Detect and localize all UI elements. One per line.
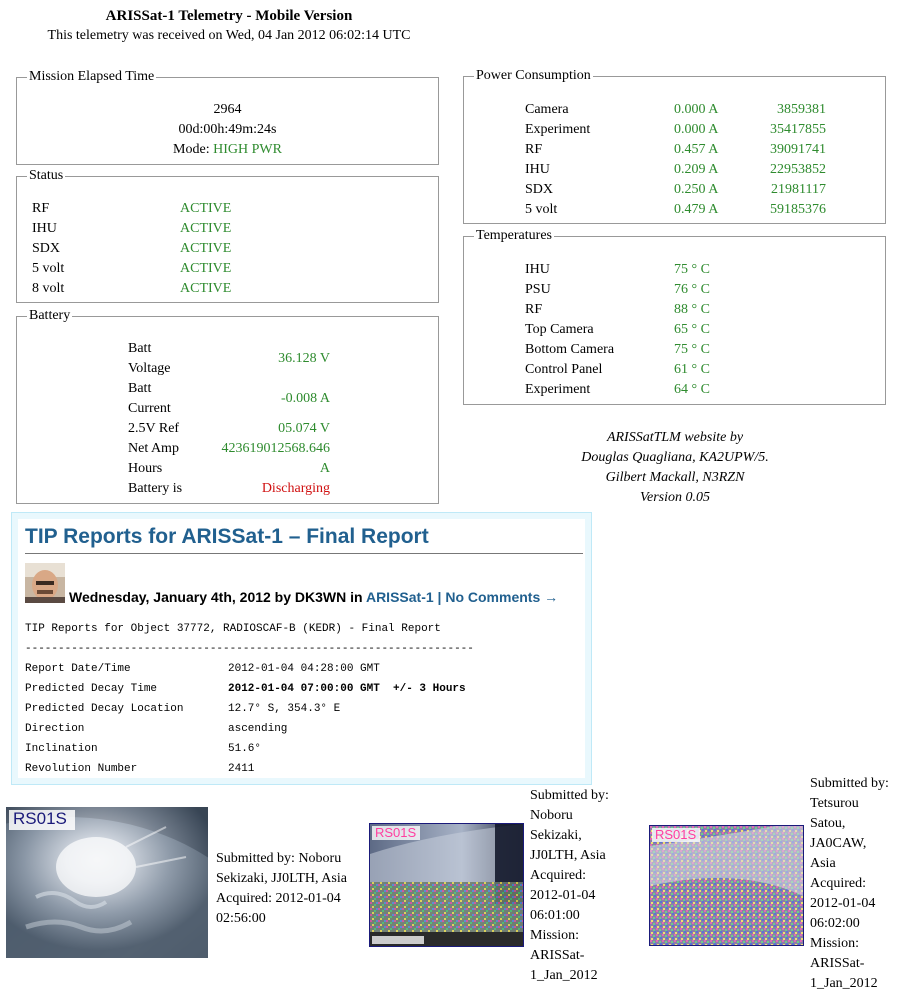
power-count: 39091741 xyxy=(770,142,826,157)
power-label: RF xyxy=(525,142,543,157)
caption-line: 06:02:00 xyxy=(810,916,860,931)
tip-report-body xyxy=(18,519,585,778)
caption-line: Acquired: xyxy=(810,876,866,891)
power-label: Experiment xyxy=(525,122,591,137)
netamp-value: 423619012568.646 xyxy=(221,441,330,456)
report-row-label: Report Date/Time xyxy=(25,663,131,675)
credits-line: Gilbert Mackall, N3RZN xyxy=(605,470,745,485)
caption-line: JA0CAW, xyxy=(810,836,867,851)
mission-elapsed-panel xyxy=(16,70,439,165)
report-dashes: -------------------------------------------------------------------- xyxy=(25,643,474,655)
tip-report-post xyxy=(11,512,592,785)
report-row-value: 2012-01-04 07:00:00 GMT +/- 3 Hours xyxy=(228,683,466,695)
meta-separator: | xyxy=(437,589,442,605)
battery-panel xyxy=(16,309,439,504)
temp-value: 61 ° C xyxy=(674,362,710,377)
power-amps: 0.000 A xyxy=(674,102,719,117)
temp-label: Control Panel xyxy=(525,362,603,377)
temp-value: 65 ° C xyxy=(674,322,710,337)
status-value: ACTIVE xyxy=(180,241,232,256)
temp-label: Top Camera xyxy=(525,322,594,337)
power-legend: Power Consumption xyxy=(476,68,591,83)
status-label: 8 volt xyxy=(32,281,65,296)
status-label: RF xyxy=(32,201,50,216)
post-meta xyxy=(69,589,558,605)
power-count: 21981117 xyxy=(771,182,826,197)
caption-line: Asia xyxy=(810,856,836,871)
temp-label: Bottom Camera xyxy=(525,342,615,357)
power-label: SDX xyxy=(525,182,554,197)
report-row-value: 12.7° S, 354.3° E xyxy=(228,703,341,715)
mission-count: 2964 xyxy=(213,102,242,117)
temp-value: 76 ° C xyxy=(674,282,710,297)
caption-line: Mission: xyxy=(810,936,860,951)
image-2-caption xyxy=(530,786,609,986)
ref-label: 2.5V Ref xyxy=(128,421,180,436)
batt-voltage-label: Batt xyxy=(128,341,152,356)
report-row-label: Inclination xyxy=(25,743,98,755)
power-count: 59185376 xyxy=(770,202,826,217)
status-value: ACTIVE xyxy=(180,261,232,276)
post-title-link[interactable]: TIP Reports for ARISSat-1 – Final Report xyxy=(25,525,429,548)
hours-label: Hours xyxy=(128,461,163,476)
credits-line: ARISSatTLM website by xyxy=(606,430,744,445)
caption-line: Sekizaki, xyxy=(530,828,582,843)
netamp-label: Net Amp xyxy=(128,441,179,456)
temp-label: IHU xyxy=(525,262,550,277)
power-label: 5 volt xyxy=(525,202,558,217)
caption-line: Noboru xyxy=(530,808,573,823)
battery-legend: Battery xyxy=(29,308,71,323)
status-panel xyxy=(16,169,439,303)
caption-line: Satou, xyxy=(810,816,846,831)
battery-state-value: Discharging xyxy=(261,481,330,496)
power-label: Camera xyxy=(525,102,569,117)
mode-value: HIGH PWR xyxy=(213,142,282,157)
page-title: ARISSat-1 Telemetry - Mobile Version xyxy=(105,8,353,24)
temp-value: 75 ° C xyxy=(674,342,710,357)
caption-line: Submitted by: xyxy=(810,776,889,791)
image-1-caption xyxy=(216,849,347,929)
report-row-label: Predicted Decay Location xyxy=(25,703,184,715)
caption-line: ARISSat- xyxy=(530,948,585,963)
caption-line: 06:01:00 xyxy=(530,908,580,923)
battery-state-label: Battery is xyxy=(128,481,183,496)
status-label: IHU xyxy=(32,221,57,236)
status-label: SDX xyxy=(32,241,61,256)
report-row-value: 2411 xyxy=(228,763,255,775)
post-date-author: Wednesday, January 4th, 2012 by DK3WN in xyxy=(69,589,363,605)
power-amps: 0.000 A xyxy=(674,122,719,137)
status-value: ACTIVE xyxy=(180,221,232,236)
image-3-caption xyxy=(810,774,889,994)
sstv-image-3[interactable] xyxy=(649,825,804,946)
mission-elapsed: 00d:00h:49m:24s xyxy=(178,122,277,137)
caption-line: Tetsurou xyxy=(810,796,859,811)
sstv-image-2[interactable] xyxy=(369,823,524,947)
power-count: 22953852 xyxy=(770,162,826,177)
temperatures-legend: Temperatures xyxy=(476,228,552,243)
power-label: IHU xyxy=(525,162,550,177)
status-value: ACTIVE xyxy=(180,201,232,216)
caption-line: 02:56:00 xyxy=(216,911,266,926)
version-text: Version 0.05 xyxy=(640,490,710,505)
caption-line: 1_Jan_2012 xyxy=(530,968,598,983)
image-overlay-label: RS01S xyxy=(655,827,697,842)
batt-current-label: Current xyxy=(128,401,171,416)
caption-line: 2012-01-04 xyxy=(530,888,596,903)
mode-label: Mode: xyxy=(173,142,210,157)
temp-value: 64 ° C xyxy=(674,382,710,397)
temp-label: Experiment xyxy=(525,382,591,397)
report-header: TIP Reports for Object 37772, RADIOSCAF-B (KEDR) - Final Report xyxy=(25,623,441,635)
report-row-value: 51.6° xyxy=(228,743,262,755)
temp-value: 75 ° C xyxy=(674,262,710,277)
caption-line: 1_Jan_2012 xyxy=(810,976,878,991)
caption-line: Mission: xyxy=(530,928,580,943)
temp-value: 88 ° C xyxy=(674,302,710,317)
caption-line: ARISSat- xyxy=(810,956,865,971)
caption-line: 2012-01-04 xyxy=(810,896,876,911)
power-amps: 0.479 A xyxy=(674,202,719,217)
power-count: 35417855 xyxy=(770,122,826,137)
report-row-label: Revolution Number xyxy=(25,763,138,775)
caption-line: Acquired: xyxy=(530,868,586,883)
power-amps: 0.457 A xyxy=(674,142,719,157)
temperatures-panel xyxy=(463,229,886,405)
caption-line: Sekizaki, JJ0LTH, Asia xyxy=(216,871,347,886)
report-row-value: 2012-01-04 04:28:00 GMT xyxy=(228,663,380,675)
temp-label: RF xyxy=(525,302,543,317)
batt-current-value: -0.008 A xyxy=(281,391,330,406)
caption-line: Acquired: 2012-01-04 xyxy=(216,891,341,906)
credits-line: Douglas Quagliana, KA2UPW/5. xyxy=(581,450,769,465)
temp-label: PSU xyxy=(525,282,551,297)
caption-line: Submitted by: xyxy=(530,788,609,803)
batt-current-label: Batt xyxy=(128,381,152,396)
batt-voltage-label: Voltage xyxy=(128,361,171,376)
sstv-image-1[interactable] xyxy=(6,807,208,958)
power-amps: 0.209 A xyxy=(674,162,719,177)
mission-mode xyxy=(17,140,438,160)
status-value: ACTIVE xyxy=(180,281,232,296)
report-row-label: Direction xyxy=(25,723,85,735)
status-label: 5 volt xyxy=(32,261,65,276)
report-row-value: ascending xyxy=(228,723,288,735)
batt-voltage-value: 36.128 V xyxy=(278,351,330,366)
title-divider xyxy=(25,553,583,554)
image-overlay-label: RS01S xyxy=(13,809,67,828)
received-timestamp: This telemetry was received on Wed, 04 Jan 2012 06:02:14 UTC xyxy=(47,28,411,43)
report-row-label: Predicted Decay Time xyxy=(25,683,158,695)
credits xyxy=(560,428,790,508)
caption-line: Submitted by: Noboru xyxy=(216,851,342,866)
status-legend: Status xyxy=(29,168,64,183)
power-count: 3859381 xyxy=(777,102,826,117)
ref-value: 05.074 V xyxy=(278,421,330,436)
comments-link[interactable]: No Comments → xyxy=(445,589,559,605)
author-avatar xyxy=(25,563,65,603)
mission-legend: Mission Elapsed Time xyxy=(29,69,155,84)
power-amps: 0.250 A xyxy=(674,182,719,197)
image-overlay-label: RS01S xyxy=(375,825,417,840)
hours-value: A xyxy=(319,461,330,476)
power-consumption-panel xyxy=(463,69,886,224)
category-link[interactable]: ARISSat-1 xyxy=(365,589,434,605)
caption-line: JJ0LTH, Asia xyxy=(530,848,606,863)
